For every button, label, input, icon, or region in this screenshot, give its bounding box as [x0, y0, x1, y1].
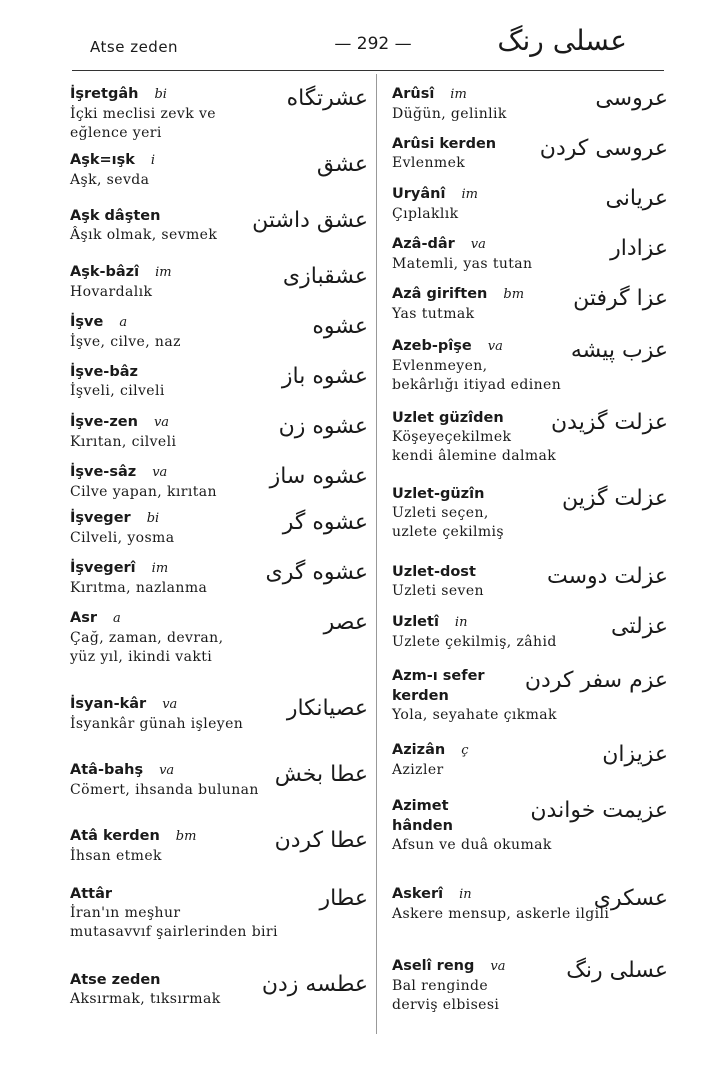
dictionary-entry — [392, 284, 668, 324]
dictionary-entry — [70, 150, 368, 190]
entry-definition: İsyankâr günah işleyen — [70, 716, 244, 732]
entry-arabic: عطسه زدن — [261, 972, 368, 997]
entry-arabic: عزادار — [610, 236, 668, 261]
entry-arabic: عصر — [323, 610, 368, 635]
entry-term: Uzlet-dost — [392, 564, 476, 580]
dictionary-entry — [392, 84, 668, 124]
entry-definition: Düğün, gelinlik — [392, 106, 507, 122]
entry-definition: Yola, seyahate çıkmak — [392, 707, 557, 723]
entry-arabic: عشوه گری — [265, 560, 368, 585]
dictionary-entry — [392, 408, 668, 466]
entry-arabic: عزا گرفتن — [573, 286, 668, 311]
dictionary-entry — [70, 970, 368, 1009]
dictionary-entry — [70, 826, 368, 866]
entry-definition: İşve, cilve, naz — [70, 334, 181, 350]
entry-arabic: عشق — [316, 152, 368, 177]
column-divider — [376, 74, 377, 1034]
entry-arabic: عسلی رنگ — [566, 958, 668, 983]
dictionary-entry — [392, 612, 668, 652]
grammar-tag: bi — [146, 511, 160, 526]
entry-term: İşretgâh — [70, 86, 139, 102]
running-head-arabic: عسلی رنگ — [497, 24, 627, 57]
entry-definition: Evlenmek — [392, 155, 466, 171]
entry-definition: İşveli, cilveli — [70, 383, 165, 399]
entry-term: Azizân — [392, 742, 446, 758]
entry-definition: Hovardalık — [70, 284, 153, 300]
grammar-tag: im — [151, 561, 169, 576]
dictionary-entry — [392, 666, 668, 725]
entry-definition: mutasavvıf şairlerinden biri — [70, 924, 278, 940]
entry-definition: Uzleti seven — [392, 583, 484, 599]
entry-definition: Çıplaklık — [392, 206, 459, 222]
entry-definition: İçki meclisi zevk ve — [70, 106, 216, 122]
entry-term: Arûsi kerden — [392, 136, 497, 152]
entry-arabic: عشق داشتن — [252, 208, 368, 233]
dictionary-entry — [70, 262, 368, 302]
grammar-tag: in — [454, 615, 468, 630]
dictionary-entry — [70, 694, 368, 734]
dictionary-entry — [392, 484, 668, 542]
page-number: — 292 — — [334, 34, 412, 54]
entry-term: Asr — [70, 610, 98, 626]
entry-definition: Afsun ve duâ okumak — [392, 837, 552, 853]
entry-definition: eğlence yeri — [70, 125, 162, 141]
entry-arabic: عزلتی — [611, 614, 668, 639]
entry-arabic: عروسی — [595, 86, 668, 111]
entry-term: Aşk-bâzî — [70, 264, 140, 280]
entry-arabic: عزم سفر کردن — [524, 668, 668, 693]
grammar-tag: bm — [175, 829, 197, 844]
grammar-tag: va — [153, 415, 170, 430]
entry-term: Azimet hânden — [392, 798, 453, 834]
entry-term: Azm-ı sefer kerden — [392, 668, 485, 704]
entry-definition: Askere mensup, askerle ilgili — [392, 906, 610, 922]
grammar-tag: va — [490, 959, 506, 974]
grammar-tag: im — [461, 187, 478, 202]
grammar-tag: im — [155, 265, 172, 280]
entry-term: Attâr — [70, 886, 113, 902]
entry-term: İşve — [70, 314, 104, 330]
grammar-tag: i — [150, 153, 156, 168]
dictionary-entry — [392, 884, 668, 924]
entry-arabic: عریانی — [605, 186, 668, 211]
grammar-tag: bi — [154, 87, 167, 102]
entry-term: Uzlet güzîden — [392, 410, 504, 426]
entry-term: İşve-zen — [70, 414, 138, 430]
entry-definition: Kırıtma, nazlanma — [70, 580, 208, 596]
entry-arabic: عزیمت خواندن — [530, 798, 668, 823]
entry-definition: Köşeyeçekilmek — [392, 429, 512, 445]
dictionary-entry — [392, 740, 668, 780]
dictionary-entry — [70, 312, 368, 352]
entry-definition: kendi âlemine dalmak — [392, 448, 557, 464]
entry-arabic: عزب پیشه — [570, 338, 668, 363]
entry-term: Askerî — [392, 886, 444, 902]
entry-definition: Yas tutmak — [392, 306, 475, 322]
entry-term: Azâ giriften — [392, 286, 488, 302]
entry-term: İşveger — [70, 510, 131, 526]
dictionary-entry — [392, 234, 668, 274]
dictionary-entry — [392, 956, 668, 1015]
entry-definition: Matemli, yas tutan — [392, 256, 533, 272]
entry-definition: Azizler — [392, 762, 444, 778]
entry-term: Aşk=ışk — [70, 152, 135, 168]
dictionary-entry — [392, 562, 668, 601]
entry-definition: Uzlete çekilmiş, zâhid — [392, 634, 557, 650]
dictionary-entry — [70, 760, 368, 800]
dictionary-entry — [392, 796, 668, 855]
entry-term: Atâ kerden — [70, 828, 160, 844]
entry-arabic: عشرتگاه — [286, 86, 368, 111]
dictionary-entry — [70, 608, 368, 667]
entry-arabic: عطار — [319, 886, 368, 911]
entry-definition: uzlete çekilmiş — [392, 524, 505, 540]
entry-arabic: عطا بخش — [274, 762, 368, 787]
entry-definition: Cömert, ihsanda bulunan — [70, 782, 259, 798]
entry-arabic: عصیانکار — [286, 696, 368, 721]
entry-definition: Uzleti seçen, — [392, 505, 489, 521]
grammar-tag: a — [113, 611, 121, 626]
entry-definition: Aksırmak, tıksırmak — [70, 991, 221, 1007]
grammar-tag: a — [119, 315, 128, 330]
entry-term: Arûsî — [392, 86, 435, 102]
dictionary-entry — [70, 558, 368, 598]
grammar-tag: va — [470, 237, 486, 252]
entry-arabic: عزیزان — [602, 742, 668, 767]
entry-definition: İran'ın meşhur — [70, 905, 181, 921]
entry-definition: İhsan etmek — [70, 848, 162, 864]
running-head: Atse zeden — [90, 38, 179, 56]
entry-term: Aselî reng — [392, 958, 475, 974]
grammar-tag: ç — [461, 743, 469, 758]
dictionary-entry — [70, 412, 368, 452]
entry-term: İşve-sâz — [70, 464, 137, 480]
entry-term: İşve-bâz — [70, 364, 138, 380]
dictionary-entry — [392, 184, 668, 224]
dictionary-entry — [70, 462, 368, 502]
entry-definition: yüz yıl, ikindi vakti — [70, 649, 213, 665]
grammar-tag: va — [159, 763, 175, 778]
entry-arabic: عزلت گزین — [561, 486, 668, 511]
entry-term: Atâ-bahş — [70, 762, 144, 778]
entry-arabic: عشوه گر — [282, 510, 368, 535]
entry-definition: derviş elbisesi — [392, 997, 500, 1013]
entry-arabic: عطا کردن — [274, 828, 368, 853]
grammar-tag: im — [450, 87, 467, 102]
entry-definition: Bal renginde — [392, 978, 489, 994]
entry-term: İşvegerî — [70, 560, 136, 576]
page-header — [0, 24, 723, 68]
entry-definition: bekârlığı itiyad edinen — [392, 377, 562, 393]
dictionary-entry — [70, 84, 368, 143]
entry-arabic: عشوه ساز — [269, 464, 368, 489]
entry-term: Uzlet-güzîn — [392, 486, 485, 502]
entry-definition: Âşık olmak, sevmek — [70, 227, 218, 243]
header-rule — [72, 70, 664, 71]
dictionary-entry — [70, 508, 368, 548]
entry-arabic: عسکری — [593, 886, 668, 911]
grammar-tag: va — [162, 697, 178, 712]
entry-term: İsyan-kâr — [70, 696, 147, 712]
entry-arabic: عروسی کردن — [539, 136, 668, 161]
grammar-tag: va — [487, 339, 503, 354]
entry-arabic: عشقبازی — [282, 264, 368, 289]
entry-arabic: عشوه باز — [281, 364, 368, 389]
entry-arabic: عشوه زن — [278, 414, 368, 439]
grammar-tag: va — [152, 465, 168, 480]
entry-term: Uzletî — [392, 614, 439, 630]
entry-arabic: عزلت گزیدن — [550, 410, 668, 435]
dictionary-entry — [70, 206, 368, 245]
entry-definition: Evlenmeyen, — [392, 358, 488, 374]
entry-term: Azâ-dâr — [392, 236, 455, 252]
dictionary-entry — [70, 362, 368, 401]
entry-term: Azeb-pîşe — [392, 338, 472, 354]
entry-definition: Çağ, zaman, devran, — [70, 630, 224, 646]
entry-definition: Cilveli, yosma — [70, 530, 175, 546]
entry-arabic: عزلت دوست — [546, 564, 668, 589]
grammar-tag: in — [459, 887, 472, 902]
dictionary-entry — [392, 134, 668, 173]
dictionary-entry — [392, 336, 668, 395]
dictionary-entry — [70, 884, 368, 942]
entry-definition: Aşk, sevda — [70, 172, 150, 188]
entry-arabic: عشوه — [312, 314, 368, 339]
entry-term: Atse zeden — [70, 972, 161, 988]
entry-term: Uryânî — [392, 186, 446, 202]
grammar-tag: bm — [503, 287, 525, 302]
entry-definition: Cilve yapan, kırıtan — [70, 484, 217, 500]
entry-term: Aşk dâşten — [70, 208, 161, 224]
entry-definition: Kırıtan, cilveli — [70, 434, 177, 450]
